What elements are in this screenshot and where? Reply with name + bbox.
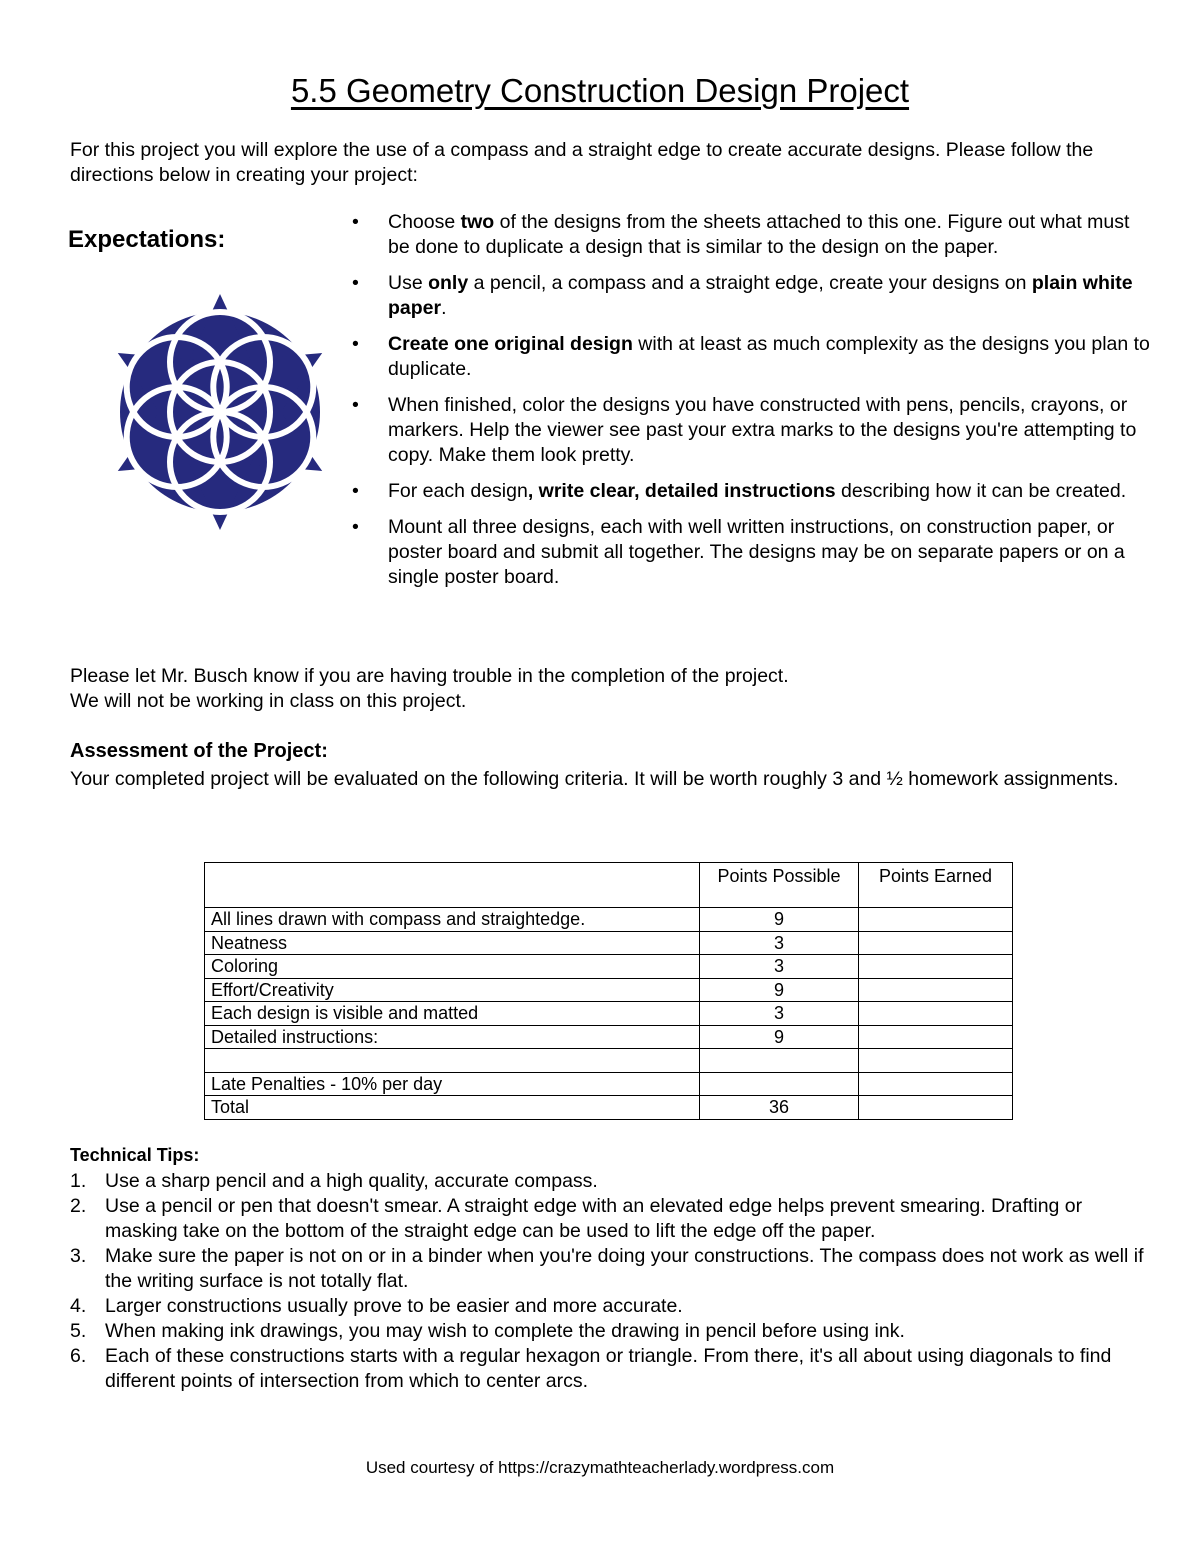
assessment-text: Your completed project will be evaluated on the following criteria. It will be worth roughly 3 and ½ homework assignments. [70, 768, 1119, 790]
criterion-cell: Effort/Creativity [205, 978, 700, 1002]
tip-number: 5. [70, 1320, 87, 1342]
expectations-heading: Expectations: [68, 226, 226, 253]
points-possible-cell: 3 [700, 1002, 859, 1026]
criterion-cell [205, 1049, 700, 1073]
tip-number: 4. [70, 1295, 87, 1317]
tip-number: 3. [70, 1245, 87, 1267]
rubric-row [205, 978, 1013, 1002]
points-earned-cell [859, 908, 1013, 932]
rubric-header-row [205, 863, 1013, 908]
points-possible-cell: 9 [700, 908, 859, 932]
expectation-item: • When finished, color the designs you have constructed with pens, pencils, crayons, or markers. Help the viewer see past your extra marks to the designs you're attempting to copy. Make them look pretty. [352, 394, 1137, 466]
tip-item [70, 1344, 1150, 1394]
expectations-list [352, 210, 1152, 601]
help-note [70, 664, 1150, 714]
tip-text: When making ink drawings, you may wish to complete the drawing in pencil before using ink. [105, 1320, 905, 1342]
expectation-item: • Create one original design with at least as much complexity as the designs you plan to duplicate. [352, 333, 1150, 380]
tip-item [70, 1169, 1150, 1194]
flower-of-life-logo [110, 290, 330, 535]
rubric-header-cell: Points Earned [859, 863, 1013, 908]
help-note-line: Please let Mr. Busch know if you are having trouble in the completion of the project. [70, 665, 789, 687]
points-earned-cell [859, 1072, 1013, 1096]
tip-text: Make sure the paper is not on or in a binder when you're doing your constructions. The compass does not work as well if the writing surface is not totally flat. [105, 1245, 1144, 1292]
tip-number: 6. [70, 1345, 87, 1367]
tip-item [70, 1194, 1150, 1244]
points-possible-cell [700, 1049, 859, 1073]
criterion-cell: Neatness [205, 931, 700, 955]
intro-paragraph: For this project you will explore the use of a compass and a straight edge to create accurate designs. Please follow the directions below in creating your project: [70, 139, 1094, 186]
points-possible-cell: 36 [700, 1096, 859, 1120]
bullet-icon: • [352, 211, 359, 233]
tip-number: 1. [70, 1170, 87, 1192]
criterion-cell: Detailed instructions: [205, 1025, 700, 1049]
criterion-cell: All lines drawn with compass and straightedge. [205, 908, 700, 932]
rubric-row [205, 1002, 1013, 1026]
tip-item [70, 1294, 1150, 1319]
tip-text: Use a sharp pencil and a high quality, accurate compass. [105, 1170, 598, 1192]
expectation-item: • Mount all three designs, each with well written instructions, on construction paper, or poster board and submit all together. The designs may be on separate papers or on a single poster board. [352, 516, 1125, 588]
points-earned-cell [859, 1096, 1013, 1120]
points-earned-cell [859, 978, 1013, 1002]
assessment-heading: Assessment of the Project: [70, 740, 328, 762]
criterion-cell: Coloring [205, 955, 700, 979]
bullet-icon: • [352, 272, 359, 294]
tip-number: 2. [70, 1195, 87, 1217]
points-earned-cell [859, 931, 1013, 955]
technical-tips-heading: Technical Tips: [70, 1145, 200, 1165]
expectation-item: • Choose two of the designs from the sheets attached to this one. Figure out what must be done to duplicate a design that is similar to the design on the paper. [352, 211, 1130, 258]
bullet-icon: • [352, 394, 359, 416]
points-earned-cell [859, 1049, 1013, 1073]
rubric-row [205, 931, 1013, 955]
bullet-icon: • [352, 516, 359, 538]
criterion-cell: Late Penalties - 10% per day [205, 1072, 700, 1096]
bullet-icon: • [352, 333, 359, 355]
points-possible-cell: 3 [700, 931, 859, 955]
technical-tips-list [70, 1169, 1150, 1394]
rubric-header-cell: Points Possible [700, 863, 859, 908]
rubric-row [205, 1049, 1013, 1073]
expectation-item: • For each design, write clear, detailed instructions describing how it can be created. [352, 480, 1127, 502]
points-possible-cell [700, 1072, 859, 1096]
points-possible-cell: 3 [700, 955, 859, 979]
points-earned-cell [859, 1025, 1013, 1049]
page-title: 5.5 Geometry Construction Design Project [290, 72, 910, 109]
criterion-cell: Each design is visible and matted [205, 1002, 700, 1026]
points-possible-cell: 9 [700, 978, 859, 1002]
tip-text: Each of these constructions starts with a regular hexagon or triangle. From there, it's all about using diagonals to find different points of intersection from which to center arcs. [105, 1345, 1112, 1392]
points-earned-cell [859, 1002, 1013, 1026]
tip-item [70, 1319, 1150, 1344]
rubric-row [205, 908, 1013, 932]
points-earned-cell [859, 955, 1013, 979]
footer-credit: Used courtesy of https://crazymathteacherlady.wordpress.com [365, 1458, 835, 1477]
rubric-row [205, 1025, 1013, 1049]
rubric-row [205, 1072, 1013, 1096]
rubric-table [204, 862, 1013, 1120]
points-possible-cell: 9 [700, 1025, 859, 1049]
rubric-header-cell [205, 863, 700, 908]
tip-text: Use a pencil or pen that doesn't smear. A straight edge with an elevated edge helps prevent smearing. Drafting or masking take on the bottom of the straight edge can be used to lift the edge off the paper. [105, 1195, 1083, 1242]
expectation-item: • Use only a pencil, a compass and a straight edge, create your designs on plain white paper. [352, 272, 1133, 319]
tip-item [70, 1244, 1150, 1294]
bullet-icon: • [352, 480, 359, 502]
rubric-row [205, 1096, 1013, 1120]
help-note-line: We will not be working in class on this project. [70, 690, 467, 712]
tip-text: Larger constructions usually prove to be easier and more accurate. [105, 1295, 683, 1317]
rubric-row [205, 955, 1013, 979]
criterion-cell: Total [205, 1096, 700, 1120]
